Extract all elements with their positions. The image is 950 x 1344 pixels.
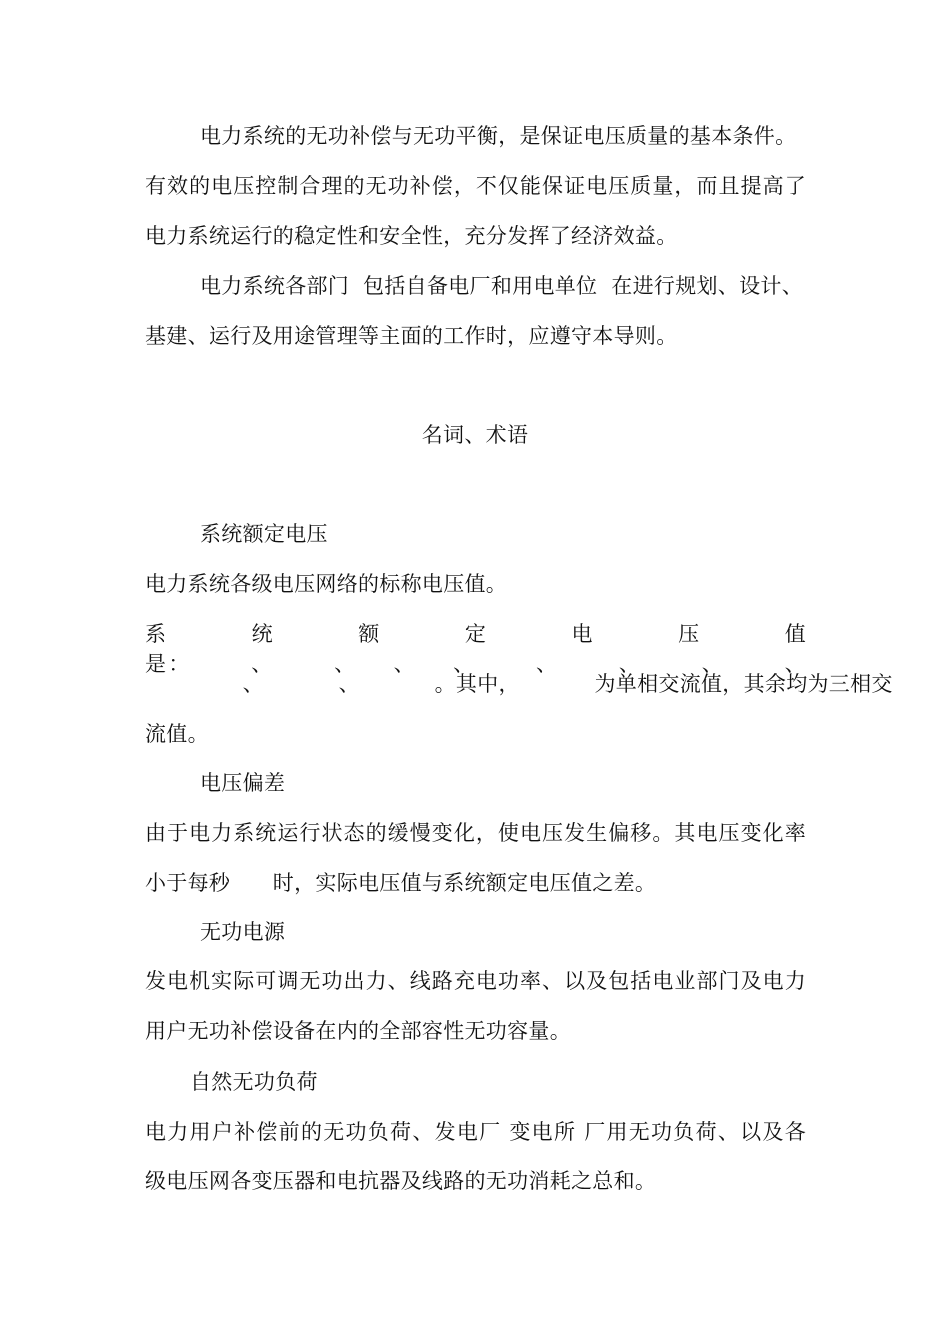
intro-paragraph-2-line-1: 电力系统各部门 包括自备电厂和用电单位 在进行规划、设计、 — [200, 274, 803, 298]
section-heading: 名词、术语 — [421, 423, 529, 447]
term-title-voltage-deviation: 电压偏差 — [200, 771, 286, 795]
reactive-source-definition-line-1: 发电机实际可调无功出力、线路充电功率、以及包括电业部门及电力 — [145, 969, 806, 993]
voltage-deviation-definition-line-1: 由于电力系统运行状态的缓慢变化，使电压发生偏移。其电压变化率 — [145, 821, 806, 845]
rated-voltage-values-line-3: 流值。 — [145, 722, 209, 746]
term-definition-rated-voltage: 电力系统各级电压网络的标称电压值。 — [145, 572, 508, 596]
intro-paragraph-1-line-3: 电力系统运行的稳定性和安全性，充分发挥了经济效益。 — [145, 224, 678, 248]
voltage-deviation-definition-line-2: 小于每秒 时，实际电压值与系统额定电压值之差。 — [145, 871, 657, 895]
term-title-natural-reactive-load: 自然无功负荷 — [190, 1070, 318, 1094]
natural-reactive-load-definition-line-2: 级电压网各变压器和电抗器及线路的无功消耗之总和。 — [145, 1169, 657, 1193]
intro-paragraph-2-line-2: 基建、运行及用途管理等主面的工作时，应遵守本导则。 — [145, 324, 678, 348]
intro-paragraph-1-line-2: 有效的电压控制合理的无功补偿，不仅能保证电压质量，而且提高了 — [145, 174, 806, 198]
rated-voltage-values-line-1: 系统额定电压值是： 、 、 、 、 、 、 、 、 — [145, 622, 806, 676]
rated-voltage-values-line-2: 、 、 。其中， 为单相交流值，其余均为三相交 — [200, 672, 893, 696]
term-title-rated-voltage: 系统额定电压 — [200, 522, 328, 546]
term-title-reactive-source: 无功电源 — [200, 920, 286, 944]
natural-reactive-load-definition-line-1: 电力用户补偿前的无功负荷、发电厂 变电所 厂用无功负荷、以及各 — [145, 1120, 806, 1144]
intro-paragraph-1-line-1: 电力系统的无功补偿与无功平衡，是保证电压质量的基本条件。 — [200, 124, 797, 148]
reactive-source-definition-line-2: 用户无功补偿设备在内的全部容性无功容量。 — [145, 1019, 571, 1043]
